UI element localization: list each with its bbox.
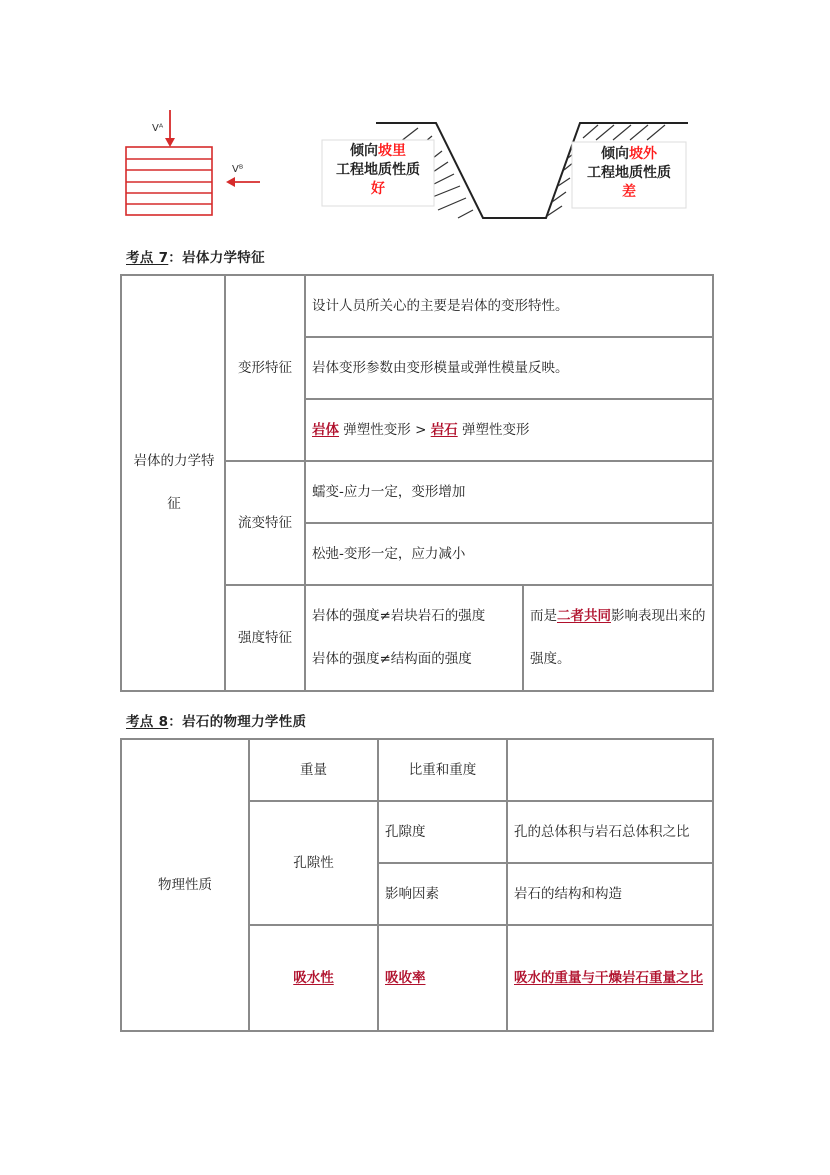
table-cell [378,925,507,1031]
strength-line: 岩体的强度≠结构面的强度 [312,651,472,667]
property-absorption [249,925,378,1031]
left-slope-caption [322,142,434,199]
highlight-absorption-definition: 吸水的重量与干燥岩石重量之比 [514,969,703,986]
group-rheology: 流变特征 [225,461,305,585]
strength-left-cell [305,585,523,691]
group-strength: 强度特征 [225,585,305,691]
table-row [121,739,713,801]
section7-number: 考点 7 [126,250,169,266]
highlight-rock-mass: 岩体 [312,421,339,438]
property-weight: 重量 [249,739,378,801]
table-cell: 设计人员所关心的主要是岩体的变形特性。 [305,275,713,337]
label-va: Vᴬ [152,123,164,134]
caption-line2: 工程地质性质 [587,165,671,181]
strength-right-cell [523,585,713,691]
table-cell: 蠕变-应力一定，变形增加 [305,461,713,523]
strength-line: 岩体的强度≠岩块岩石的强度 [312,608,486,624]
rock-mass-mechanics-table [120,274,714,692]
rock-layers [126,147,212,215]
caption-prefix: 倾向 [350,143,378,159]
compare-text: 弹塑性变形 [457,421,530,438]
caption-verdict-poor: 差 [622,184,636,200]
section8-heading [126,710,306,730]
caption-prefix: 倾向 [601,146,629,162]
row-header-text: 岩体的力学特征 [133,453,215,512]
row-header: 物理性质 [121,739,249,1031]
highlight-both-combined: 二者共同 [557,608,611,624]
comparison-cell [305,399,713,461]
caption-verdict-good: 好 [371,181,385,197]
property-porosity: 孔隙性 [249,801,378,925]
table-cell [507,739,713,801]
table-cell: 岩石的结构和构造 [507,863,713,925]
caption-highlight: 坡里 [378,143,406,159]
table-cell: 孔的总体积与岩石总体积之比 [507,801,713,863]
right-slope-caption [572,145,686,202]
vertical-arrow-icon [165,110,175,147]
section7-heading [126,246,265,266]
rock-physical-properties-table [120,738,714,1032]
table-cell: 岩体变形参数由变形模量或弹性模量反映。 [305,337,713,399]
table-cell: 影响因素 [378,863,507,925]
strength-suffix: 影响表现出来的强度。 [530,608,706,667]
layered-rock-stress-diagram [120,104,270,222]
highlight-absorption: 吸水性 [293,969,334,986]
highlight-absorption-rate: 吸收率 [385,969,426,986]
section7-title: ：岩体力学特征 [168,250,265,266]
compare-text: 弹塑性变形 > [339,421,431,438]
strength-prefix: 而是 [530,608,557,624]
table-cell: 松弛-变形一定，应力减小 [305,523,713,585]
label-vb: Vᴮ [232,164,244,175]
table-row [121,275,713,337]
group-deformation: 变形特征 [225,275,305,461]
table-cell: 孔隙度 [378,801,507,863]
horizontal-arrow-icon [226,177,260,187]
row-header [121,275,225,691]
caption-line2: 工程地质性质 [336,162,420,178]
table-cell: 比重和重度 [378,739,507,801]
section8-title: ：岩石的物理力学性质 [168,714,307,730]
highlight-rock: 岩石 [430,421,458,438]
caption-highlight: 坡外 [629,146,657,162]
table-cell [507,925,713,1031]
section8-number: 考点 8 [126,714,169,730]
